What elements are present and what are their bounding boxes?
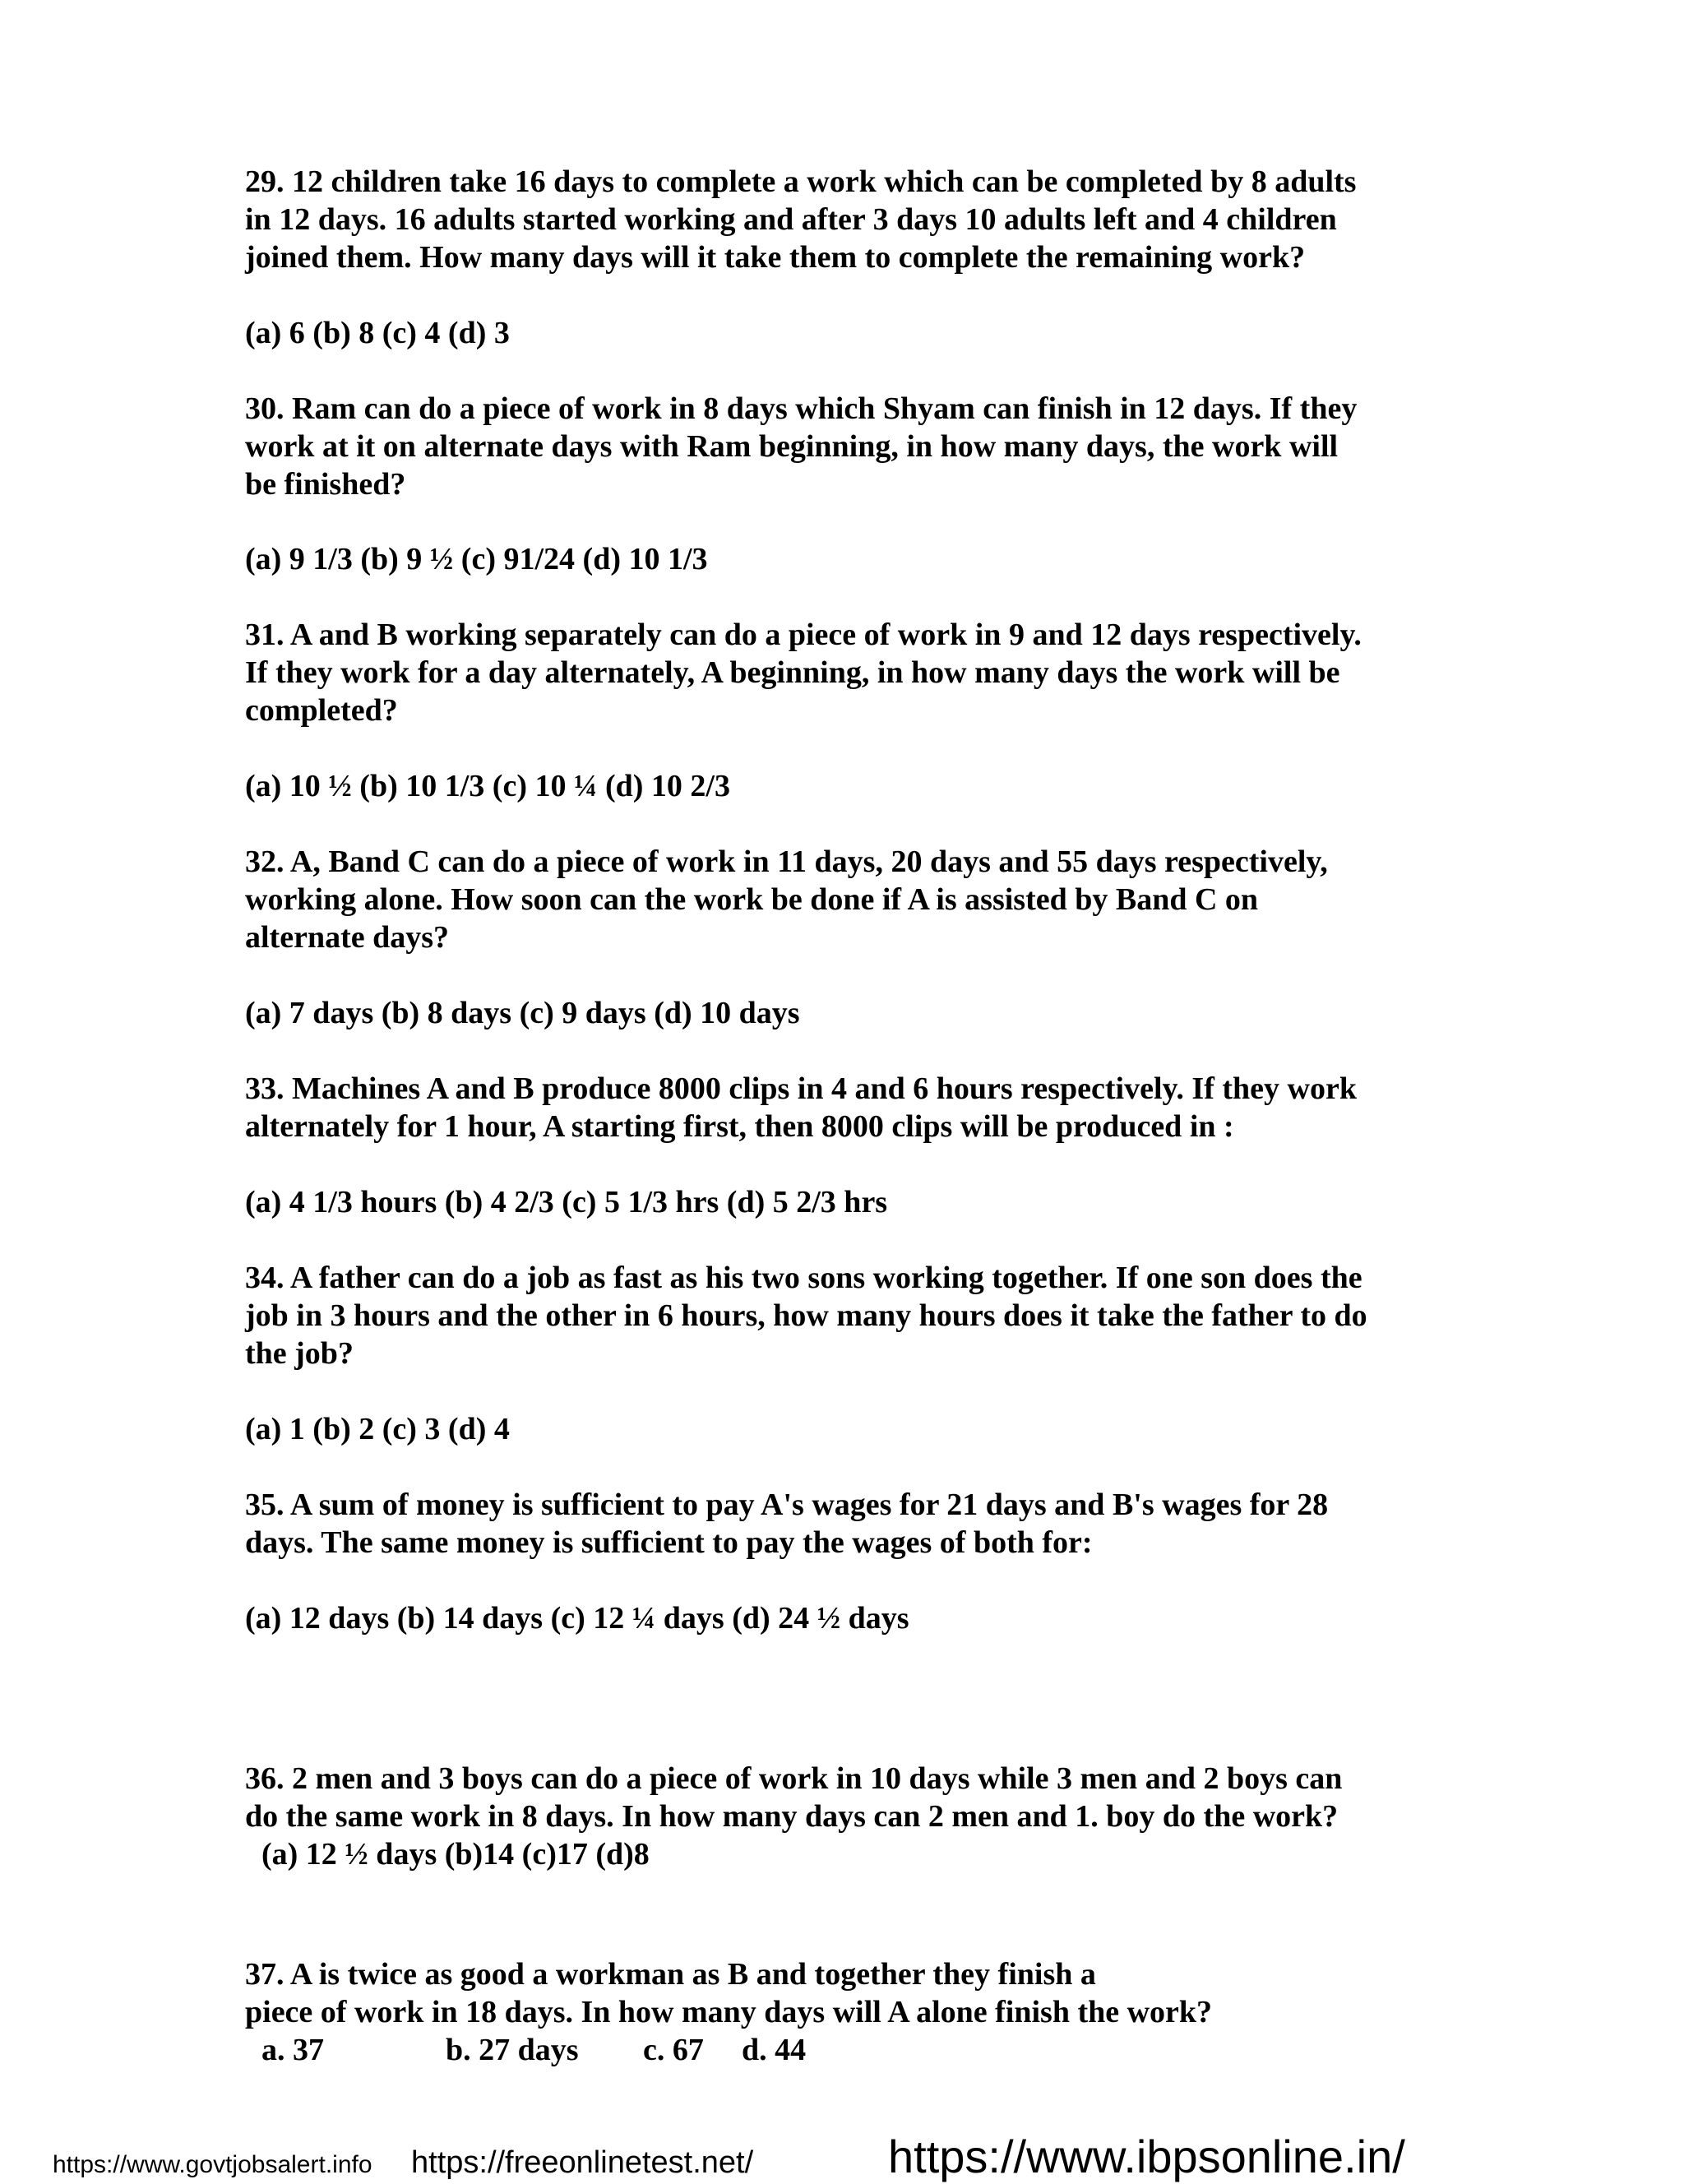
footer-link-freeonlinetest[interactable]: https://freeonlinetest.net/ (411, 2145, 754, 2180)
q30-line-1: 30. Ram can do a piece of work in 8 days which Shyam can finish in 12 days. If they (245, 391, 1358, 426)
q29-line-2: in 12 days. 16 adults started working and after 3 days 10 adults left and 4 children (245, 202, 1337, 237)
q33-line-1: 33. Machines A and B produce 8000 clips in 4 and 6 hours respectively. If they work (245, 1071, 1357, 1106)
q36-options: (a) 12 ½ days (b)14 (c)17 (d)8 (261, 1837, 650, 1872)
q30-line-2: work at it on alternate days with Ram beginning, in how many days, the work will (245, 429, 1339, 464)
q29-line-1: 29. 12 children take 16 days to complete a work which can be completed by 8 adults (245, 164, 1357, 199)
q37-option-d: d. 44 (742, 2033, 807, 2067)
q34-options: (a) 1 (b) 2 (c) 3 (d) 4 (245, 1412, 510, 1446)
q35-line-1: 35. A sum of money is sufficient to pay A's wages for 21 days and B's wages for 28 (245, 1488, 1329, 1522)
q33-line-2: alternately for 1 hour, A starting first, then 8000 clips will be produced in : (245, 1109, 1234, 1144)
q35-line-2: days. The same money is sufficient to pay the wages of both for: (245, 1525, 1093, 1560)
q31-line-1: 31. A and B working separately can do a piece of work in 9 and 12 days respectively. (245, 618, 1362, 652)
q30-line-3: be finished? (245, 467, 406, 502)
q31-line-3: completed? (245, 693, 398, 728)
q31-line-2: If they work for a day alternately, A beginning, in how many days the work will be (245, 655, 1340, 690)
q32-line-3: alternate days? (245, 920, 450, 955)
q37-option-a: a. 37 (261, 2033, 324, 2067)
q29-options: (a) 6 (b) 8 (c) 4 (d) 3 (245, 316, 510, 350)
q32-line-1: 32. A, Band C can do a piece of work in 11 days, 20 days and 55 days respectively, (245, 844, 1328, 879)
q34-line-3: the job? (245, 1336, 354, 1371)
q35-options: (a) 12 days (b) 14 days (c) 12 ¼ days (d) 24 ½ days (245, 1601, 909, 1636)
q37-line-2: piece of work in 18 days. In how many days will A alone finish the work? (245, 1995, 1213, 2029)
footer-link-ibpsonline[interactable]: https://www.ibpsonline.in/ (888, 2131, 1405, 2182)
q29-line-3: joined them. How many days will it take them to complete the remaining work? (245, 240, 1306, 275)
q37-option-b: b. 27 days (446, 2033, 579, 2067)
q34-line-1: 34. A father can do a job as fast as his two sons working together. If one son does the (245, 1261, 1362, 1295)
q36-line-2: do the same work in 8 days. In how many days can 2 men and 1. boy do the work? (245, 1799, 1339, 1834)
q36-line-1: 36. 2 men and 3 boys can do a piece of work in 10 days while 3 men and 2 boys can (245, 1761, 1343, 1796)
q32-options: (a) 7 days (b) 8 days (c) 9 days (d) 10 days (245, 996, 800, 1030)
q37-option-c: c. 67 (643, 2033, 704, 2067)
q31-options: (a) 10 ½ (b) 10 1/3 (c) 10 ¼ (d) 10 2/3 (245, 769, 730, 803)
q30-options: (a) 9 1/3 (b) 9 ½ (c) 91/24 (d) 10 1/3 (245, 542, 708, 576)
q33-options: (a) 4 1/3 hours (b) 4 2/3 (c) 5 1/3 hrs (d) 5 2/3 hrs (245, 1185, 888, 1219)
q37-line-1: 37. A is twice as good a workman as B and together they finish a (245, 1957, 1096, 1992)
q34-line-2: job in 3 hours and the other in 6 hours, how many hours does it take the father to do (245, 1298, 1367, 1333)
footer-link-govtjobsalert[interactable]: https://www.govtjobsalert.info (53, 2151, 372, 2178)
q32-line-2: working alone. How soon can the work be done if A is assisted by Band C on (245, 882, 1259, 917)
